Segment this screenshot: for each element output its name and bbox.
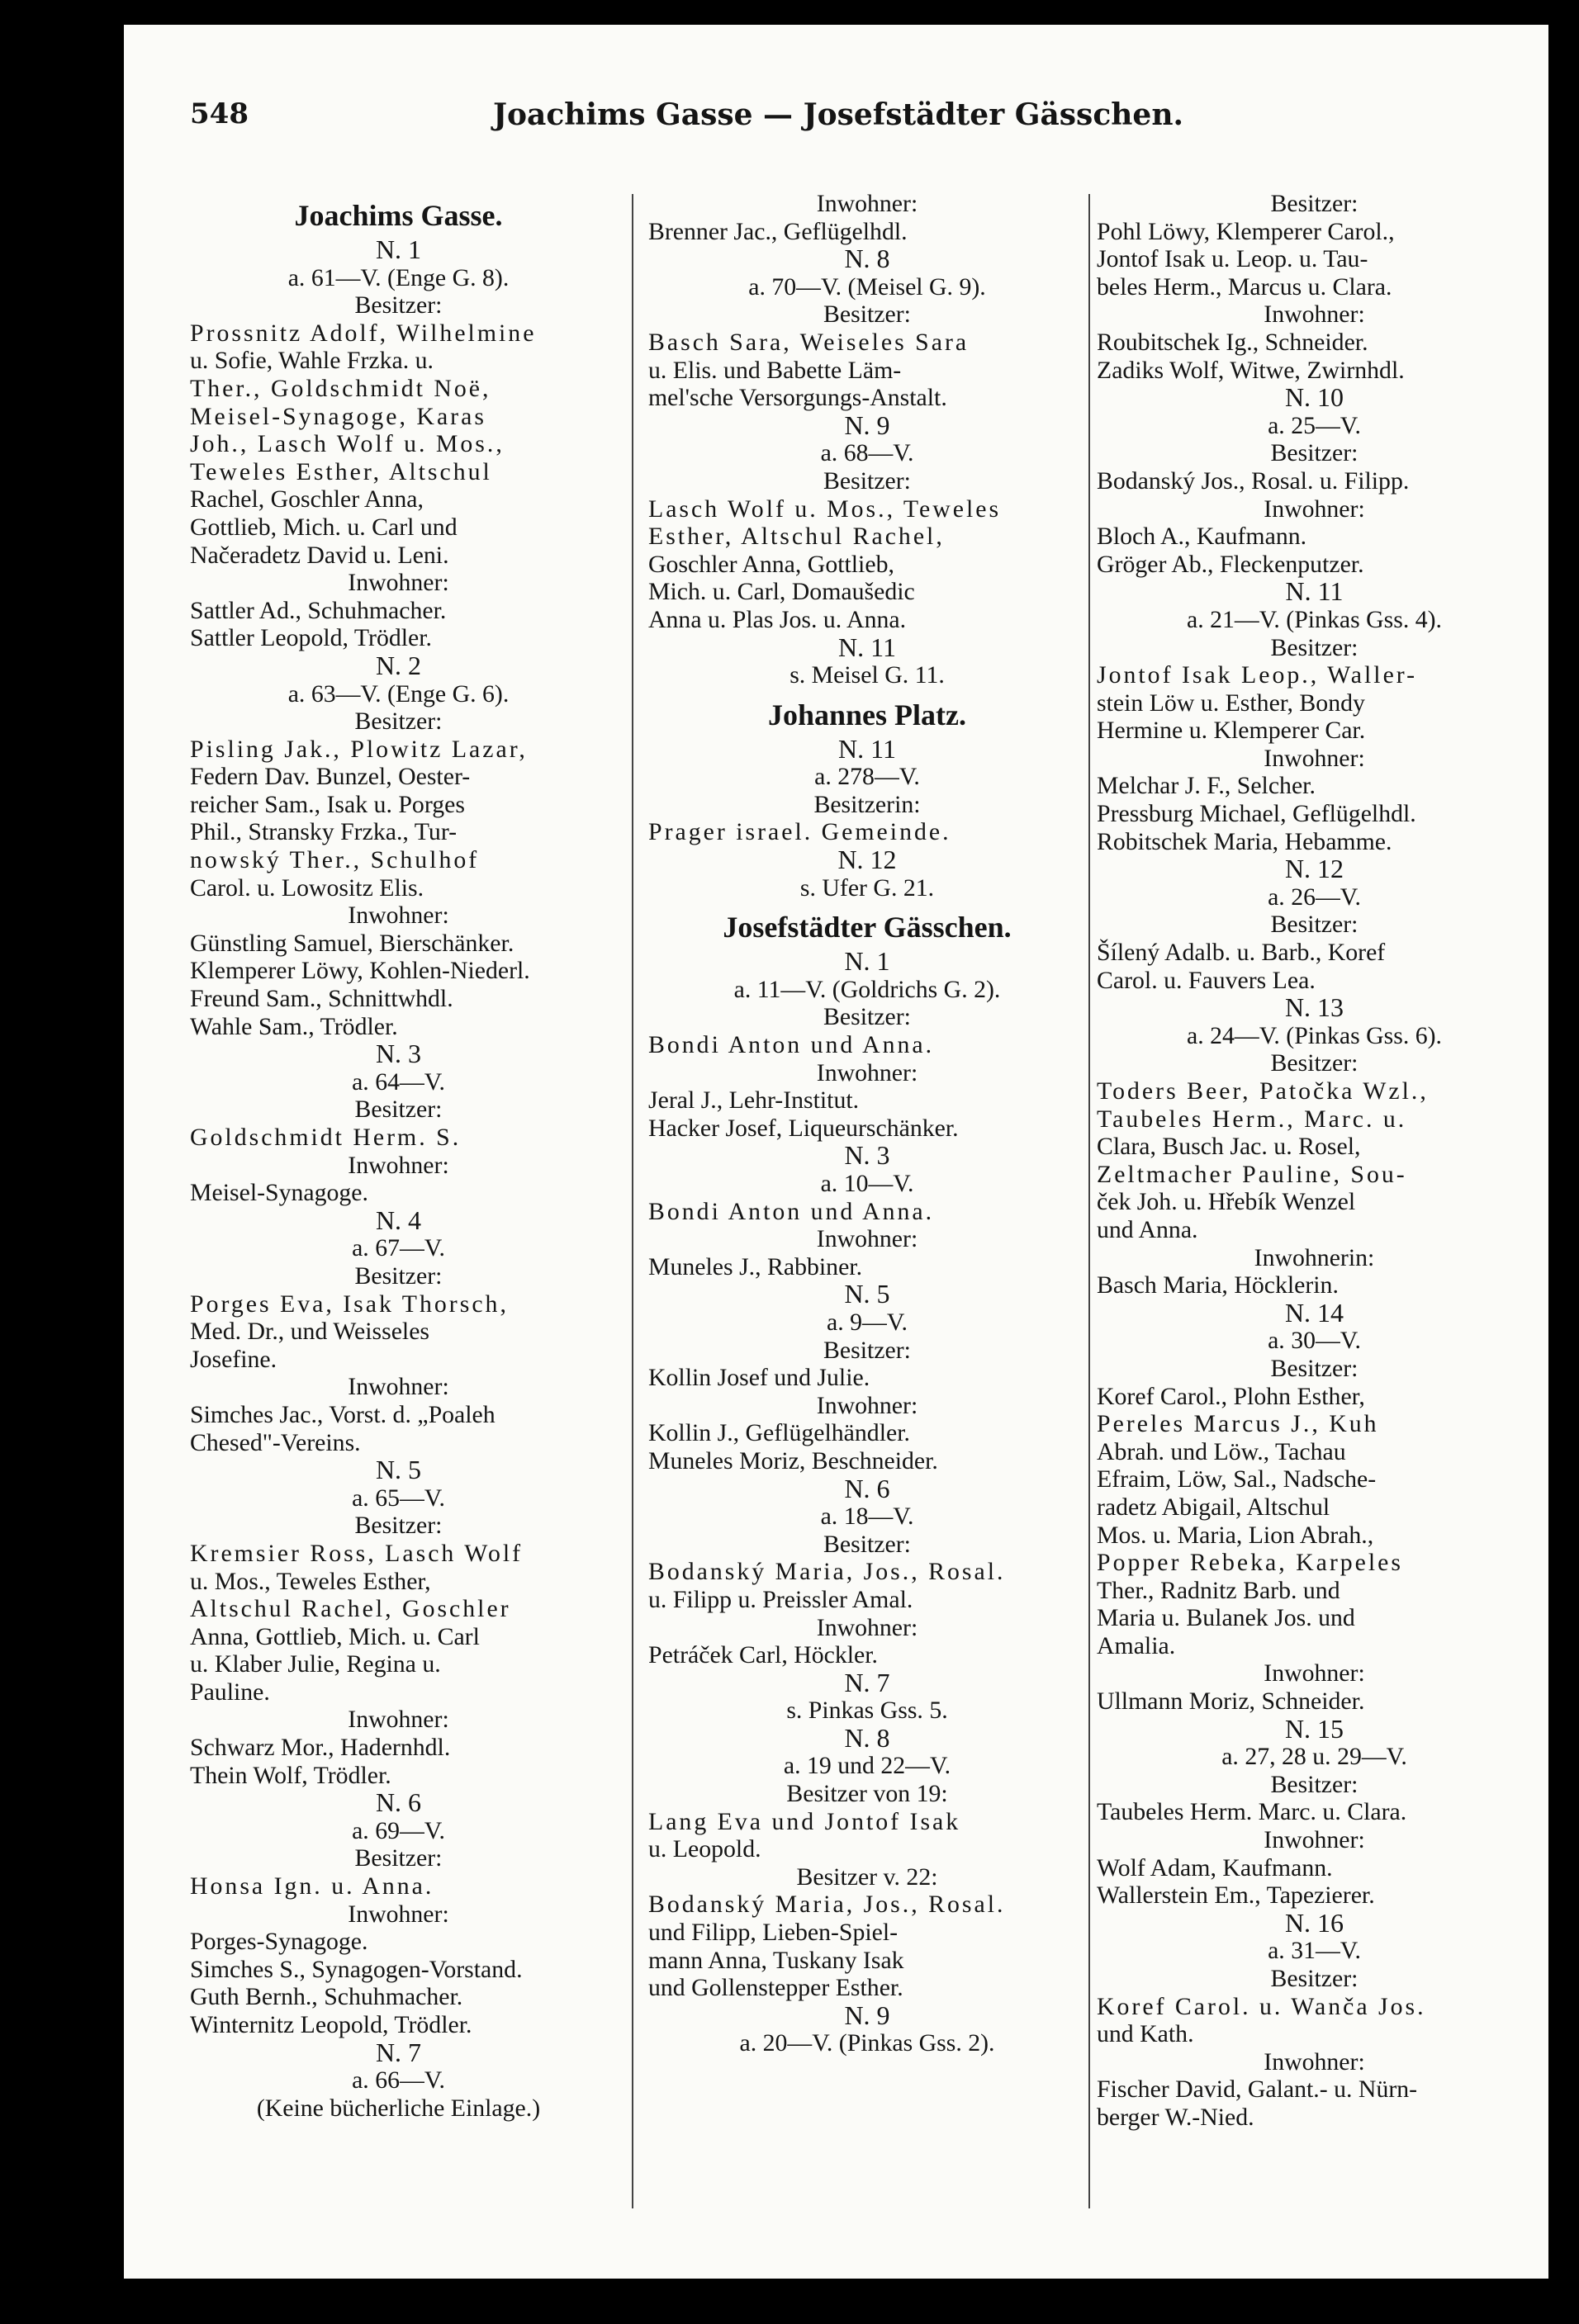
entry-line: Guth Bernh., Schuhmacher. <box>190 1983 463 2011</box>
house-number: N. 9 <box>844 409 890 440</box>
entry-line: Federn Dav. Bunzel, Oester- <box>190 763 471 791</box>
entry-line: Wallerstein Em., Tapezierer. <box>1097 1881 1375 1910</box>
centered-line: Inwohner: <box>816 1225 918 1253</box>
entry-line: Sattler Leopold, Trödler. <box>190 624 432 652</box>
house-number: N. 14 <box>1284 1297 1344 1328</box>
centered-line: a. 24—V. (Pinkas Gss. 6). <box>1186 1021 1442 1049</box>
centered-line: a. 25—V. <box>1268 411 1361 439</box>
centered-line: Inwohner: <box>816 190 918 217</box>
centered-line: a. 68—V. <box>820 439 914 467</box>
entry-line: Mich. u. Carl, Domaušedic <box>648 578 915 606</box>
centered-line: Besitzer: <box>823 1003 911 1031</box>
running-title: Joachims Gasse — Josefstädter Gässchen. <box>492 97 1184 132</box>
house-number: N. 6 <box>844 1473 890 1503</box>
centered-line: Inwohner: <box>1264 744 1365 772</box>
entry-line: Basch Maria, Höcklerin. <box>1097 1271 1339 1299</box>
entry-line: Zadiks Wolf, Witwe, Zwirnhdl. <box>1097 356 1405 384</box>
house-number: N. 16 <box>1284 1907 1344 1938</box>
entry-line: Schwarz Mor., Hadernhdl. <box>190 1734 451 1762</box>
street-heading: Johannes Platz. <box>767 698 966 731</box>
entry-line: Jeral J., Lehr-Institut. <box>648 1086 860 1115</box>
centered-line: a. 11—V. (Goldrichs G. 2). <box>733 975 1001 1003</box>
column-divider <box>1088 194 1090 2208</box>
centered-line: Inwohner: <box>1264 495 1365 523</box>
centered-line: Inwohner: <box>1264 1659 1365 1687</box>
entry-line: beles Herm., Marcus u. Clara. <box>1097 272 1392 301</box>
directory-page <box>124 25 1548 2279</box>
centered-line: a. 63—V. (Enge G. 6). <box>287 679 510 708</box>
entry-line: Simches Jac., Vorst. d. „Poaleh <box>190 1400 496 1428</box>
entry-line: Amalia. <box>1097 1631 1176 1659</box>
centered-line: Besitzer: <box>1270 911 1359 939</box>
entry-line: Popper Rebeka, Karpeles <box>1097 1549 1403 1577</box>
house-number: N. 11 <box>1285 576 1344 607</box>
entry-line: Pressburg Michael, Geflügelhdl. <box>1097 800 1416 828</box>
entry-line: Kremsier Ross, Lasch Wolf <box>190 1539 524 1567</box>
entry-line: Med. Dr., und Weisseles <box>190 1318 430 1346</box>
entry-line: ček Joh. u. Hřebík Wenzel <box>1097 1188 1356 1216</box>
house-number: N. 7 <box>375 2037 422 2067</box>
house-number: N. 10 <box>1284 382 1344 413</box>
entry-line: Goldschmidt Herm. S. <box>190 1124 462 1151</box>
entry-line: Petráček Carl, Höckler. <box>648 1641 878 1669</box>
entry-line: radetz Abigail, Altschul <box>1097 1493 1330 1521</box>
centered-line: Besitzer: <box>823 1530 911 1558</box>
centered-line: a. 19 und 22—V. <box>783 1752 951 1780</box>
centered-line: Inwohner: <box>816 1613 918 1641</box>
column-1 <box>190 190 607 2221</box>
centered-line: Besitzer: <box>1270 1354 1359 1382</box>
house-number: N. 12 <box>837 845 897 875</box>
centered-line: Inwohner: <box>348 1900 449 1928</box>
entry-line: Pohl Löwy, Klemperer Carol., <box>1097 217 1395 245</box>
entry-line: Meisel-Synagoge, Karas <box>190 402 486 430</box>
entry-line: Rachel, Goschler Anna, <box>190 485 424 514</box>
centered-line: a. 20—V. (Pinkas Gss. 2). <box>739 2029 995 2057</box>
entry-line: Muneles J., Rabbiner. <box>648 1252 863 1280</box>
centered-line: Besitzer: <box>354 1844 443 1872</box>
entry-line: Toders Beer, Patočka Wzl., <box>1097 1077 1429 1105</box>
entry-line: Zeltmacher Pauline, Sou- <box>1097 1160 1407 1188</box>
entry-line: Chesed"-Vereins. <box>190 1428 361 1456</box>
centered-line: a. 9—V. <box>827 1308 908 1336</box>
house-number: N. 13 <box>1284 992 1344 1023</box>
entry-line: Pisling Jak., Plowitz Lazar, <box>190 735 528 763</box>
house-number: N. 2 <box>375 650 422 680</box>
entry-line: Porges Eva, Isak Thorsch, <box>190 1290 509 1318</box>
entry-line: Ullmann Moriz, Schneider. <box>1097 1687 1365 1716</box>
entry-line: Carol. u. Fauvers Lea. <box>1097 966 1316 994</box>
entry-line: Wolf Adam, Kaufmann. <box>1097 1853 1333 1881</box>
entry-line: Klemperer Löwy, Kohlen-Niederl. <box>190 957 530 985</box>
centered-line: Besitzer: <box>1270 1965 1359 1992</box>
entry-line: Taubeles Herm., Marc. u. <box>1097 1105 1407 1133</box>
entry-line: Günstling Samuel, Bierschänker. <box>190 929 514 957</box>
house-number: N. 9 <box>844 2000 890 2030</box>
entry-line: Efraim, Löw, Sal., Nadsche- <box>1097 1465 1377 1493</box>
entry-line: stein Löw u. Esther, Bondy <box>1097 689 1365 717</box>
entry-line: mann Anna, Tuskany Isak <box>648 1946 904 1974</box>
centered-line: a. 65—V. <box>352 1484 445 1512</box>
house-number: N. 3 <box>375 1039 422 1069</box>
entry-line: Kollin J., Geflügelhändler. <box>648 1419 910 1447</box>
centered-line: a. 67—V. <box>352 1234 445 1262</box>
entry-line: Lasch Wolf u. Mos., Teweles <box>648 495 1002 523</box>
entry-line: Wahle Sam., Trödler. <box>190 1012 398 1040</box>
house-number: N. 6 <box>375 1787 422 1818</box>
entry-line: Jontof Isak Leop., Waller- <box>1097 661 1418 689</box>
entry-line: Prossnitz Adolf, Wilhelmine <box>190 319 537 347</box>
house-number: N. 7 <box>844 1667 890 1697</box>
centered-line: a. 66—V. <box>352 2066 445 2094</box>
column-divider <box>632 194 633 2208</box>
entry-line: Goschler Anna, Gottlieb, <box>648 550 894 578</box>
column-3 <box>1097 190 1532 2221</box>
entry-line: Phil., Stransky Frzka., Tur- <box>190 818 458 846</box>
entry-line: u. Sofie, Wahle Frzka. u. <box>190 347 434 375</box>
entry-line: Pauline. <box>190 1678 270 1706</box>
entry-line: Freund Sam., Schnittwhdl. <box>190 985 453 1013</box>
entry-line: Pereles Marcus J., Kuh <box>1097 1410 1379 1438</box>
house-number: N. 8 <box>844 244 890 274</box>
centered-line: Inwohner: <box>348 1706 449 1734</box>
entry-line: Thein Wolf, Trödler. <box>190 1761 391 1789</box>
centered-line: (Keine bücherliche Einlage.) <box>256 2094 541 2122</box>
entry-line: Bondi Anton und Anna. <box>648 1031 935 1059</box>
centered-line: a. 278—V. <box>814 763 920 791</box>
entry-line: Bondi Anton und Anna. <box>648 1197 935 1225</box>
entry-line: Koref Carol., Plohn Esther, <box>1097 1382 1365 1410</box>
entry-line: Roubitschek Ig., Schneider. <box>1097 328 1368 356</box>
house-number: N. 3 <box>844 1140 890 1171</box>
entry-line: Bodanský Jos., Rosal. u. Filipp. <box>1097 466 1410 495</box>
page-number: 548 <box>190 97 249 130</box>
centered-line: a. 26—V. <box>1268 883 1361 911</box>
entry-line: Ther., Radnitz Barb. und <box>1097 1576 1340 1604</box>
house-number: N. 5 <box>375 1455 422 1485</box>
entry-line: Taubeles Herm. Marc. u. Clara. <box>1097 1798 1407 1826</box>
entry-line: Meisel-Synagoge. <box>190 1179 368 1207</box>
entry-line: Simches S., Synagogen-Vorstand. <box>190 1955 523 1983</box>
entry-line: Jontof Isak u. Leop. u. Tau- <box>1097 245 1368 273</box>
entry-line: mel'sche Versorgungs-Anstalt. <box>648 384 947 412</box>
centered-line: Inwohnerin: <box>1254 1243 1375 1271</box>
entry-line: Fischer David, Galant.- u. Nürn- <box>1097 2076 1418 2104</box>
entry-line: Esther, Altschul Rachel, <box>648 523 945 551</box>
entry-line: Basch Sara, Weiseles Sara <box>648 328 970 356</box>
entry-line: u. Mos., Teweles Esther, <box>190 1567 431 1595</box>
entry-line: Abrah. und Löw., Tachau <box>1097 1437 1346 1465</box>
column-2 <box>648 190 1086 2221</box>
entry-line: und Gollenstepper Esther. <box>648 1974 903 2002</box>
entry-line: Bodanský Maria, Jos., Rosal. <box>648 1891 1006 1919</box>
entry-line: Maria u. Bulanek Jos. und <box>1097 1604 1355 1632</box>
centered-line: a. 18—V. <box>820 1503 914 1531</box>
entry-line: Ther., Goldschmidt Noë, <box>190 374 491 402</box>
house-number: N. 11 <box>838 733 896 764</box>
centered-line: a. 10—V. <box>820 1170 914 1197</box>
entry-line: berger W.-Nied. <box>1097 2103 1254 2131</box>
centered-line: Besitzer: <box>1270 1049 1359 1077</box>
street-heading: Josefstädter Gässchen. <box>723 911 1012 944</box>
centered-line: a. 31—V. <box>1268 1937 1361 1965</box>
centered-line: Inwohner: <box>1264 301 1365 329</box>
centered-line: Besitzer: <box>1270 439 1359 467</box>
house-number: N. 15 <box>1284 1713 1344 1744</box>
house-number: N. 5 <box>844 1279 890 1309</box>
centered-line: Inwohner: <box>348 902 449 930</box>
centered-line: a. 21—V. (Pinkas Gss. 4). <box>1186 605 1442 633</box>
centered-line: a. 70—V. (Meisel G. 9). <box>748 272 986 301</box>
centered-line: Besitzer: <box>354 291 443 319</box>
centered-line: a. 30—V. <box>1268 1327 1361 1355</box>
entry-line: Altschul Rachel, Goschler <box>190 1595 511 1623</box>
entry-line: Koref Carol. u. Wanča Jos. <box>1097 1992 1426 2020</box>
entry-line: Melchar J. F., Selcher. <box>1097 772 1316 800</box>
entry-line: Lang Eva und Jontof Isak <box>648 1807 961 1835</box>
entry-line: Bloch A., Kaufmann. <box>1097 523 1307 551</box>
entry-line: Muneles Moriz, Beschneider. <box>648 1446 938 1474</box>
centered-line: Inwohner: <box>348 569 449 597</box>
centered-line: a. 61—V. (Enge G. 8). <box>287 263 510 291</box>
entry-line: Robitschek Maria, Hebamme. <box>1097 827 1392 855</box>
entry-line: Mos. u. Maria, Lion Abrah., <box>1097 1521 1374 1549</box>
centered-line: s. Ufer G. 21. <box>799 873 935 902</box>
entry-line: u. Leopold. <box>648 1835 761 1863</box>
entry-line: Hacker Josef, Liqueurschänker. <box>648 1114 959 1142</box>
entry-line: Winternitz Leopold, Trödler. <box>190 2011 472 2038</box>
centered-line: Besitzer: <box>1270 1770 1359 1798</box>
centered-line: Besitzer: <box>823 301 911 329</box>
entry-line: Prager israel. Gemeinde. <box>648 818 951 846</box>
centered-line: a. 27, 28 u. 29—V. <box>1221 1743 1407 1771</box>
house-number: N. 4 <box>375 1205 422 1235</box>
centered-line: Inwohner: <box>816 1058 918 1086</box>
entry-line: und Kath. <box>1097 2020 1194 2048</box>
page-header <box>190 91 1487 140</box>
entry-line: Carol. u. Lowositz Elis. <box>190 873 424 902</box>
street-heading: Joachims Gasse. <box>294 199 503 232</box>
centered-line: Inwohner: <box>348 1151 449 1179</box>
centered-line: Besitzer: <box>354 1096 443 1124</box>
house-number: N. 8 <box>844 1722 890 1753</box>
entry-line: Porges-Synagoge. <box>190 1928 368 1956</box>
house-number: N. 1 <box>375 234 422 264</box>
entry-line: Gröger Ab., Fleckenputzer. <box>1097 550 1364 578</box>
centered-line: s. Pinkas Gss. 5. <box>786 1697 948 1725</box>
entry-line: Gottlieb, Mich. u. Carl und <box>190 513 458 541</box>
centered-line: Besitzer: <box>354 1512 443 1540</box>
entry-line: Bodanský Maria, Jos., Rosal. <box>648 1558 1006 1586</box>
centered-line: Besitzer: <box>354 708 443 736</box>
entry-line: Teweles Esther, Altschul <box>190 457 492 485</box>
entry-line: reicher Sam., Isak u. Porges <box>190 790 465 818</box>
entry-line: Honsa Ign. u. Anna. <box>190 1872 434 1900</box>
centered-line: s. Meisel G. 11. <box>790 661 945 689</box>
entry-line: Brenner Jac., Geflügelhdl. <box>648 217 908 245</box>
entry-line: nowský Ther., Schulhof <box>190 846 480 874</box>
entry-line: Načeradetz David u. Leni. <box>190 541 449 569</box>
entry-line: Anna, Gottlieb, Mich. u. Carl <box>190 1622 480 1650</box>
centered-line: Besitzer von 19: <box>786 1780 948 1808</box>
entry-line: u. Filipp u. Preissler Amal. <box>648 1585 913 1613</box>
centered-line: Besitzer: <box>354 1261 443 1290</box>
centered-line: Besitzer: <box>1270 633 1359 661</box>
centered-line: Inwohner: <box>1264 1826 1365 1854</box>
centered-line: Inwohner: <box>816 1391 918 1419</box>
centered-line: Besitzer: <box>1270 190 1359 217</box>
entry-line: u. Elis. und Babette Läm- <box>648 356 902 384</box>
house-number: N. 1 <box>844 946 890 977</box>
entry-line: Hermine u. Klemperer Car. <box>1097 717 1366 745</box>
house-number: N. 12 <box>1284 854 1344 884</box>
entry-line: u. Klaber Julie, Regina u. <box>190 1650 441 1678</box>
entry-line: Anna u. Plas Jos. u. Anna. <box>648 605 907 633</box>
centered-line: Besitzer: <box>823 1336 911 1364</box>
entry-line: und Anna. <box>1097 1215 1198 1243</box>
entry-line: Kollin Josef und Julie. <box>648 1364 870 1392</box>
entry-line: Sattler Ad., Schuhmacher. <box>190 596 447 624</box>
centered-line: Besitzerin: <box>813 790 921 818</box>
entry-line: Clara, Busch Jac. u. Rosel, <box>1097 1133 1361 1161</box>
entry-line: Josefine. <box>190 1345 277 1373</box>
centered-line: Inwohner: <box>1264 2047 1365 2076</box>
centered-line: Besitzer v. 22: <box>796 1863 938 1891</box>
centered-line: a. 64—V. <box>352 1067 445 1096</box>
entry-line: Joh., Lasch Wolf u. Mos., <box>190 430 505 458</box>
entry-line: und Filipp, Lieben-Spiel- <box>648 1919 899 1947</box>
centered-line: a. 69—V. <box>352 1816 445 1844</box>
house-number: N. 11 <box>838 632 896 662</box>
centered-line: Besitzer: <box>823 466 911 495</box>
centered-line: Inwohner: <box>348 1373 449 1401</box>
entry-line: Šílený Adalb. u. Barb., Koref <box>1097 939 1386 967</box>
